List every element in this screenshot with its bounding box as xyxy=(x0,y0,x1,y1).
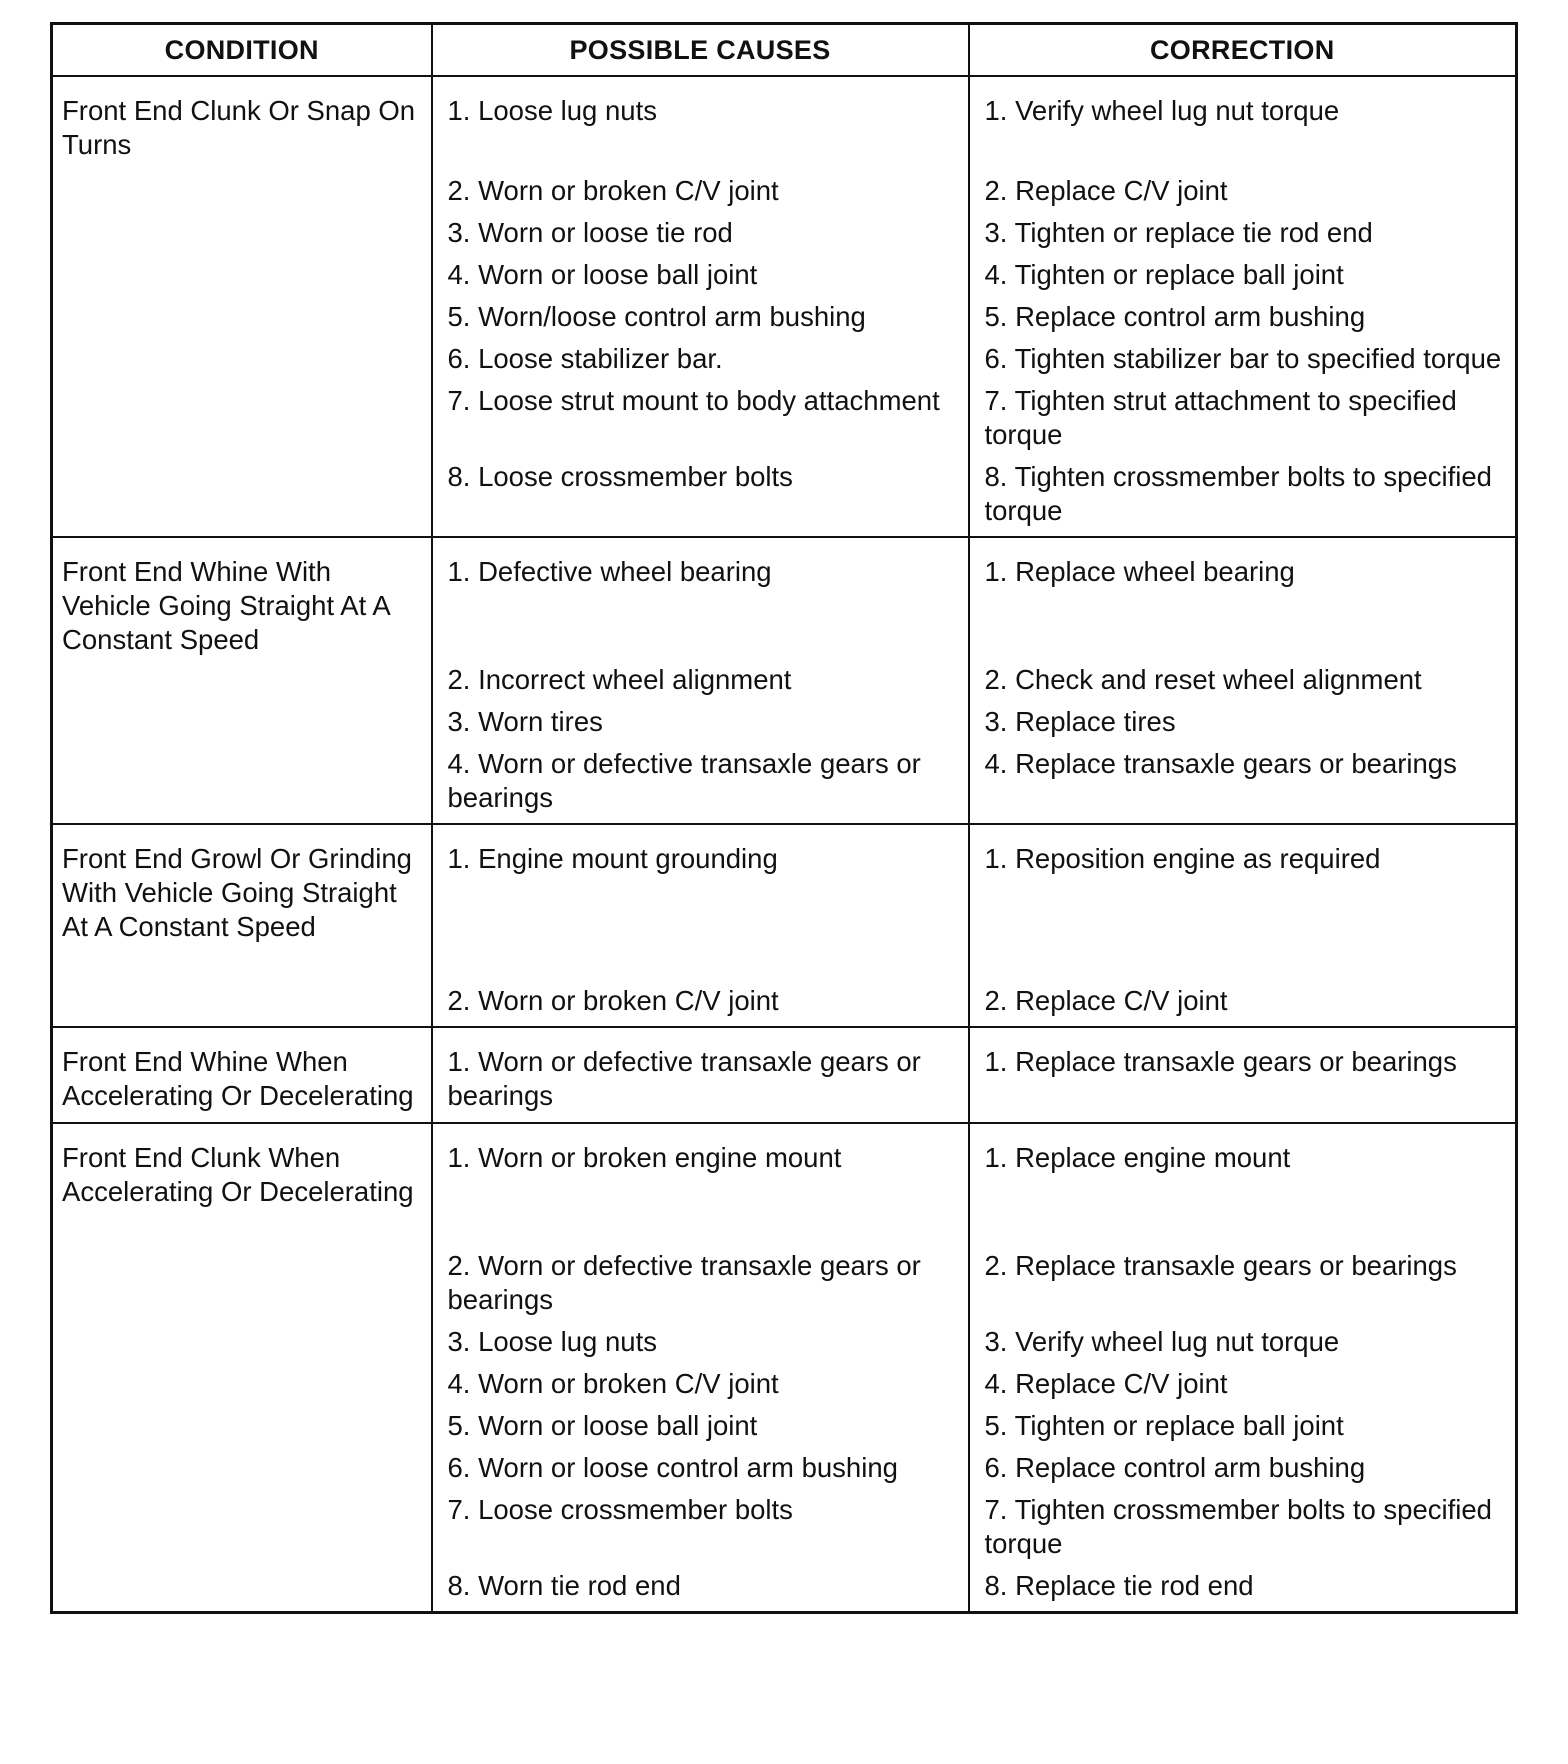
correction-cell: 3. Tighten or replace tie rod end xyxy=(969,212,1517,254)
cause-cell: 8. Worn tie rod end xyxy=(432,1565,969,1613)
correction-cell: 7. Tighten strut attachment to specified torque xyxy=(969,380,1517,456)
correction-cell: 4. Tighten or replace ball joint xyxy=(969,254,1517,296)
condition-cell: Front End Growl Or Grinding With Vehicle Going Straight At A Constant Speed xyxy=(52,824,432,1027)
cause-cell: 6. Worn or loose control arm bushing xyxy=(432,1447,969,1489)
table-row xyxy=(52,824,1517,980)
correction-cell: 8. Tighten crossmember bolts to specified torque xyxy=(969,456,1517,537)
correction-cell: 8. Replace tie rod end xyxy=(969,1565,1517,1613)
correction-cell: 5. Replace control arm bushing xyxy=(969,296,1517,338)
cause-cell: 1. Engine mount grounding xyxy=(432,824,969,980)
correction-cell: 4. Replace C/V joint xyxy=(969,1363,1517,1405)
table-row xyxy=(52,1123,1517,1245)
correction-cell: 2. Replace C/V joint xyxy=(969,980,1517,1027)
condition-cell: Front End Whine With Vehicle Going Straight At A Constant Speed xyxy=(52,537,432,824)
correction-cell: 3. Replace tires xyxy=(969,701,1517,743)
cause-cell: 6. Loose stabilizer bar. xyxy=(432,338,969,380)
cause-cell: 4. Worn or defective transaxle gears or bearings xyxy=(432,743,969,824)
cause-cell: 2. Worn or broken C/V joint xyxy=(432,980,969,1027)
table-row xyxy=(52,1027,1517,1123)
cause-cell: 5. Worn/loose control arm bushing xyxy=(432,296,969,338)
cause-cell: 1. Defective wheel bearing xyxy=(432,537,969,659)
correction-cell: 2. Replace transaxle gears or bearings xyxy=(969,1245,1517,1321)
cause-cell: 2. Incorrect wheel alignment xyxy=(432,659,969,701)
correction-cell: 3. Verify wheel lug nut torque xyxy=(969,1321,1517,1363)
correction-cell: 2. Replace C/V joint xyxy=(969,170,1517,212)
cause-cell: 5. Worn or loose ball joint xyxy=(432,1405,969,1447)
cause-cell: 4. Worn or loose ball joint xyxy=(432,254,969,296)
cause-cell: 1. Worn or defective transaxle gears or bearings xyxy=(432,1027,969,1123)
cause-cell: 1. Worn or broken engine mount xyxy=(432,1123,969,1245)
cause-cell: 4. Worn or broken C/V joint xyxy=(432,1363,969,1405)
cause-cell: 3. Worn or loose tie rod xyxy=(432,212,969,254)
table-row xyxy=(52,76,1517,170)
correction-cell: 1. Verify wheel lug nut torque xyxy=(969,76,1517,170)
cause-cell: 1. Loose lug nuts xyxy=(432,76,969,170)
diagnosis-table xyxy=(50,22,1518,1614)
correction-cell: 2. Check and reset wheel alignment xyxy=(969,659,1517,701)
cause-cell: 8. Loose crossmember bolts xyxy=(432,456,969,537)
correction-cell: 6. Tighten stabilizer bar to specified torque xyxy=(969,338,1517,380)
condition-cell: Front End Clunk Or Snap On Turns xyxy=(52,76,432,537)
correction-cell: 1. Replace engine mount xyxy=(969,1123,1517,1245)
cause-cell: 2. Worn or defective transaxle gears or bearings xyxy=(432,1245,969,1321)
cause-cell: 7. Loose crossmember bolts xyxy=(432,1489,969,1565)
correction-cell: 1. Replace transaxle gears or bearings xyxy=(969,1027,1517,1123)
header-possible-causes: POSSIBLE CAUSES xyxy=(432,24,969,77)
condition-cell: Front End Clunk When Accelerating Or Decelerating xyxy=(52,1123,432,1613)
cause-cell: 7. Loose strut mount to body attachment xyxy=(432,380,969,456)
condition-cell: Front End Whine When Accelerating Or Decelerating xyxy=(52,1027,432,1123)
correction-cell: 6. Replace control arm bushing xyxy=(969,1447,1517,1489)
cause-cell: 3. Worn tires xyxy=(432,701,969,743)
correction-cell: 7. Tighten crossmember bolts to specified torque xyxy=(969,1489,1517,1565)
correction-cell: 4. Replace transaxle gears or bearings xyxy=(969,743,1517,824)
cause-cell: 2. Worn or broken C/V joint xyxy=(432,170,969,212)
header-condition: CONDITION xyxy=(52,24,432,77)
header-correction: CORRECTION xyxy=(969,24,1517,77)
correction-cell: 1. Reposition engine as required xyxy=(969,824,1517,980)
table-row xyxy=(52,537,1517,659)
header-row xyxy=(52,24,1517,77)
cause-cell: 3. Loose lug nuts xyxy=(432,1321,969,1363)
correction-cell: 5. Tighten or replace ball joint xyxy=(969,1405,1517,1447)
correction-cell: 1. Replace wheel bearing xyxy=(969,537,1517,659)
